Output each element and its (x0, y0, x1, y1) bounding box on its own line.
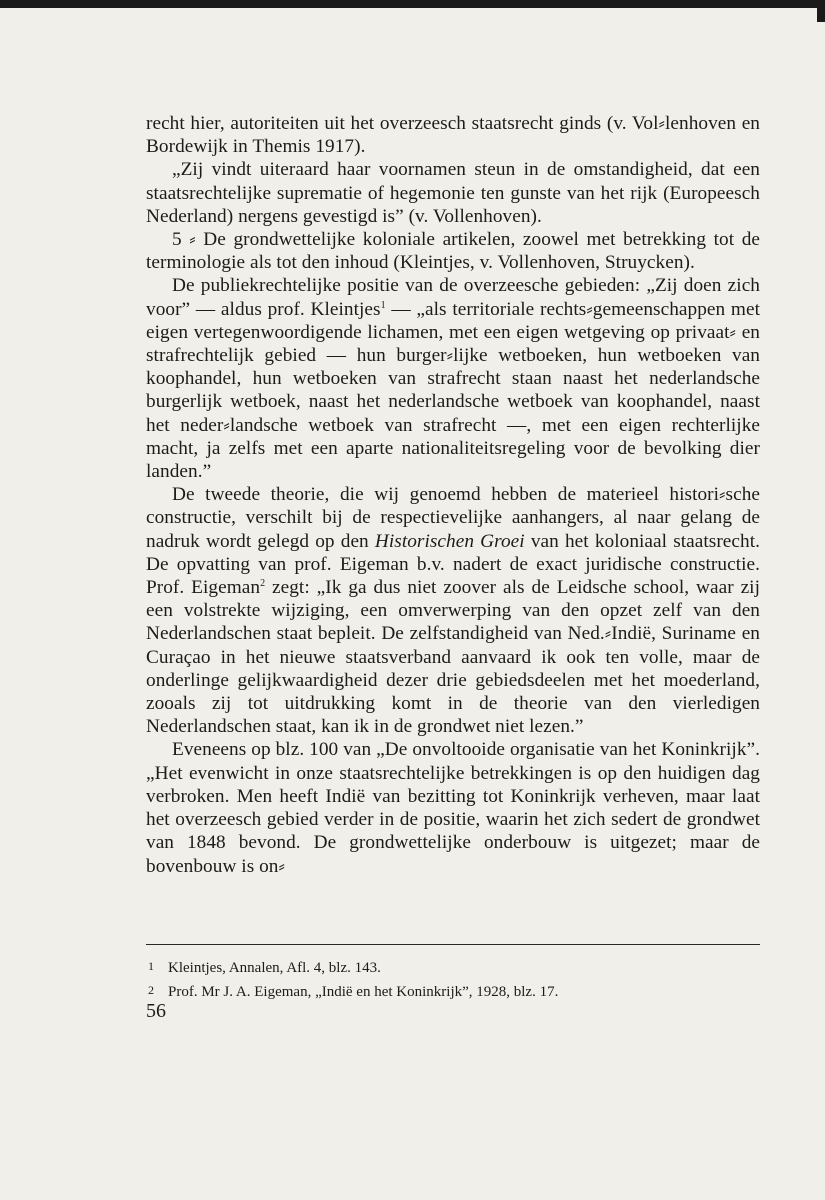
paragraph-2 (146, 158, 760, 228)
footnote-ref-1[interactable]: 1 (380, 299, 386, 311)
paragraph-text: De tweede theorie, die wij genoemd hebben de materieel histori⸗sche constructie, verschilt bij de respectievelijke aanhangers, al naar gelang de nadruk wordt gelegd op den (146, 484, 760, 552)
paragraph-text: — „als territoriale rechts⸗gemeenschappen met eigen vertegenwoordigende lichamen, met een eigen wetgeving op privaat⸗ en strafrechtelijk gebied — hun burger⸗lijke wetboeken, hun wetboeken van koophandel, hun wetboeken van strafrecht staan naast het nederlandsche burgerlijk wetboek, naast het nederlandsche wetboek van koophandel, naast het neder⸗landsche wetboek van strafrecht —, met een eigen rechterlijke macht, ja zelfs met een aparte nationaliteitsregeling voor de bevolking dier landen.” (146, 298, 760, 483)
italic-term: Historischen Groei (374, 530, 525, 552)
scan-border-corner (817, 0, 825, 22)
footnote-number: 2 (148, 983, 154, 997)
footnote-1 (146, 955, 760, 979)
paragraph-5 (146, 483, 760, 738)
footnote-number: 1 (148, 959, 154, 973)
paragraph-text: Eveneens op blz. 100 van „De onvoltooide organisatie van het Koninkrijk”. „Het evenwicht in onze staatsrechtelijke betrekkingen is op den huidigen dag verbroken. Men heeft Indië van bezitting tot Koninkrijk verheven, maar laat het overzeesch gebied verder in de positie, waarin het zich sedert de grondwet van 1848 bevond. De grondwettelijke onderbouw is uitgezet; maar de bovenbouw is on⸗ (146, 739, 760, 877)
body-text (146, 112, 760, 878)
paragraph-text: van het koloniaal staatsrecht. De opvatting van prof. Eigeman b.v. nadert de exact juridische constructie. Prof. Eigeman (146, 530, 760, 599)
paragraph-text: zegt: „Ik ga dus niet zoover als de Leidsche school, waar zij een volstrekte wijziging, een omverwerping van den opzet zelf van den Nederlandschen staat bepleit. De zelfstandigheid van Ned.⸗Indië, Suriname en Curaçao in het nieuwe staatsverband aanvaard ik ook ten volle, maar de onderlinge gelijkwaardigheid dezer drie gebiedsdeelen met het moederland, zooals zij tot uitdrukking komt in de theorie van den vierledigen Nederlandschen staat, kan ik in de grondwet niet lezen.” (146, 577, 760, 738)
footnote-text: Prof. Mr J. A. Eigeman, „Indië en het Koninkrijk”, 1928, blz. 17. (168, 984, 559, 1000)
paragraph-text: recht hier, autoriteiten uit het overzeesch staatsrecht ginds (v. Vol⸗lenhoven en Bordewijk in Themis 1917). (146, 113, 760, 158)
paragraph-4 (146, 274, 760, 483)
footnote-divider (146, 944, 760, 945)
paragraph-6 (146, 738, 760, 877)
paragraph-text: De publiekrechtelijke positie van de overzeesche gebieden: „Zij doen zich voor” — aldus prof. Kleintjes (146, 275, 760, 320)
paragraph-3 (146, 228, 760, 274)
footnote-ref-2[interactable]: 2 (260, 578, 266, 590)
footnote-2 (146, 979, 760, 1003)
scan-border (0, 0, 825, 8)
paragraph-text: 5 ⸗ De grondwettelijke koloniale artikelen, zoowel met betrekking tot de terminologie als tot den inhoud (Kleintjes, v. Vollenhoven, Struycken). (146, 229, 760, 274)
page-body (146, 112, 760, 878)
footnotes (146, 955, 760, 1003)
paragraph-1 (146, 112, 760, 158)
paragraph-text: „Zij vindt uiteraard haar voornamen steun in de omstandigheid, dat een staatsrechtelijke suprematie of hegemonie ten gunste van het rijk (Europeesch Nederland) nergens gevestigd is” (v. Vollenhoven). (146, 159, 760, 227)
footnote-text: Kleintjes, Annalen, Afl. 4, blz. 143. (168, 960, 381, 976)
page-number: 56 (146, 1000, 166, 1022)
